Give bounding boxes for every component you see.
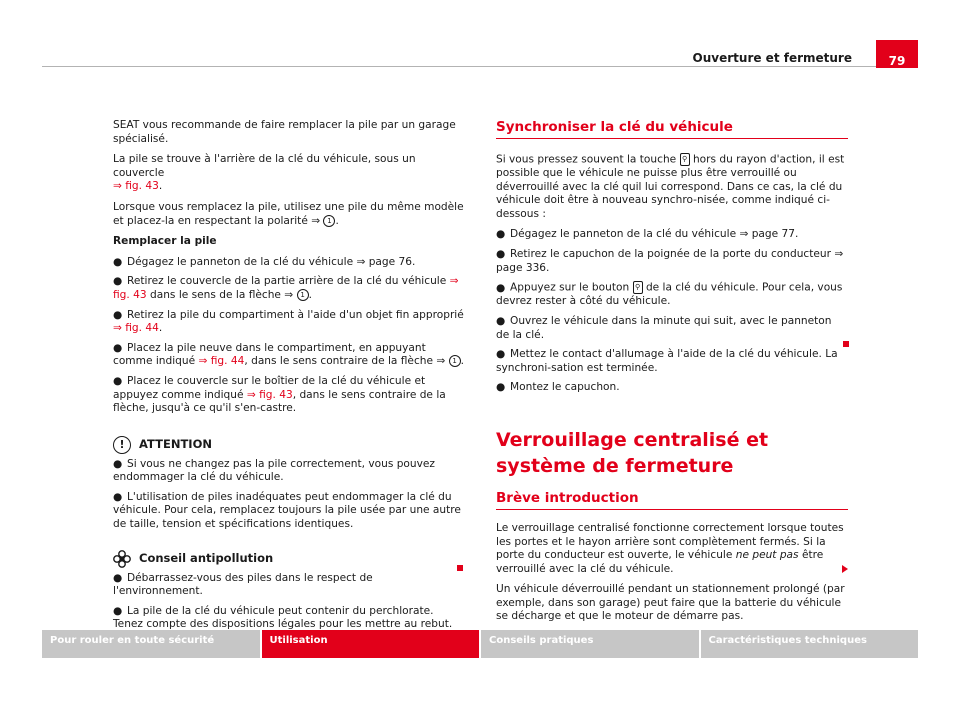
page-number: 79 [876, 40, 918, 68]
bullet-icon: ● [113, 490, 123, 503]
brief-paragraph-1: Le verrouillage centralisé fonctionne correctement lorsque toutes les portes et le hayon arrière sont complètement fermés. Si la porte du conducteur est ouverte, le véhicule ne peut pas être verrouillé avec la clé du véhicule. [496, 521, 844, 575]
brief-heading-rule [496, 509, 848, 510]
list-item: ● L'utilisation de piles inadéquates peut endommager la clé du véhicule. Pour cela, remplacez toujours la pile usée par une autre de taille, tension et spécifications identiques. [113, 490, 461, 531]
list-item: ● Mettez le contact d'allumage à l'aide de la clé du véhicule. La synchroni-sation est terminée. [496, 348, 838, 374]
bullet-icon: ● [113, 374, 123, 387]
bullet-icon: ● [496, 228, 506, 241]
list-item: ● Montez le capuchon. [496, 381, 620, 394]
sync-heading-rule [496, 138, 848, 139]
bullet-icon: ● [113, 308, 123, 321]
list-item: ● Dégagez le panneton de la clé du véhicule ⇒ page 76. [113, 255, 416, 268]
circle-1-icon: 1 [323, 215, 335, 227]
warning-icon: ! [113, 436, 131, 454]
list-item: ● Appuyez sur le bouton ⚲ de la clé du véhicule. Pour cela, vous devrez rester à côté du véhicule. [496, 281, 843, 308]
header-title: Ouverture et fermeture [692, 51, 852, 65]
brief-paragraph-2: Un véhicule déverrouillé pendant un stationnement prolongé (par exemple, dans son garage) peut faire que la batterie du véhicule se décharge et que le moteur de démarre pas. [496, 583, 845, 623]
list-item: ● Si vous ne changez pas la pile correctement, vous pouvez endommager la clé du véhicule. [113, 457, 435, 484]
bullet-icon: ● [113, 604, 123, 617]
fig-43-link[interactable]: ⇒ fig. 43 [113, 275, 459, 301]
unlock-button-icon: ⚲ [680, 153, 690, 166]
fig-43-link[interactable]: ⇒ fig. 43 [113, 180, 159, 193]
footer-nav [42, 630, 918, 658]
list-item: ● Placez le couvercle sur le boîtier de la clé du véhicule et appuyez comme indiqué ⇒ fig. 43, dans le sens contraire de la flèche, jusqu'à ce qu'il s'en-castre. [113, 374, 446, 415]
fig-44-link[interactable]: ⇒ fig. 44 [113, 322, 159, 335]
tab-practical-tips[interactable]: Conseils pratiques [481, 630, 699, 658]
bullet-icon: ● [496, 281, 506, 294]
bullet-icon: ● [496, 381, 506, 394]
circle-1-icon: 1 [297, 289, 309, 301]
list-item: ● Dégagez le panneton de la clé du véhicule ⇒ page 77. [496, 228, 799, 241]
list-item: ● Retirez le capuchon de la poignée de la porte du conducteur ⇒ page 336. [496, 248, 844, 274]
left-column [113, 119, 465, 638]
header-rule [42, 66, 876, 67]
sync-paragraph: Si vous pressez souvent la touche ⚲ hors du rayon d'action, il est possible que le véhicule ne puisse plus être verrouillé ou déverrouillé avec la clé quil lui correspond. Dans ce cas, la clé du véhicule doit être à nouveau synchro-nisée, comme indiqué ci-dessous : [496, 153, 845, 220]
list-item: ● La pile de la clé du véhicule peut contenir du perchlorate. Tenez compte des dispositions légales pour les mettre au rebut. [113, 604, 453, 631]
bullet-icon: ● [113, 255, 123, 268]
eco-heading: Conseil antipollution [113, 550, 465, 568]
section-end-mark [843, 341, 849, 347]
bullet-icon: ● [496, 248, 506, 261]
tab-technical-specs[interactable]: Caractéristiques techniques [701, 630, 919, 658]
bullet-icon: ● [113, 571, 123, 584]
location-paragraph: La pile se trouve à l'arrière de la clé du véhicule, sous un couvercle ⇒ fig. 43. [113, 153, 416, 193]
leaf-icon [113, 550, 131, 568]
attention-heading: ! ATTENTION [113, 436, 465, 454]
circle-1-icon: 1 [449, 355, 461, 367]
list-item: ● Ouvrez le véhicule dans la minute qui suit, avec le panneton de la clé. [496, 314, 832, 341]
unlock-button-icon: ⚲ [633, 281, 643, 294]
polarity-paragraph: Lorsque vous remplacez la pile, utilisez une pile du même modèle et placez-la en respectant la polarité ⇒ 1 . [113, 200, 464, 227]
tab-utilisation[interactable]: Utilisation [262, 630, 480, 658]
list-item: ● Retirez la pile du compartiment à l'aide d'un objet fin approprié ⇒ fig. 44. [113, 308, 464, 335]
list-item: ● Retirez le couvercle de la partie arrière de la clé du véhicule ⇒ fig. 43 dans le sens de la flèche ⇒ 1 . [113, 275, 459, 301]
right-column [496, 118, 848, 631]
list-item: ● Débarrassez-vous des piles dans le respect de l'environnement. [113, 571, 373, 598]
sync-heading: Synchroniser la clé du véhicule [496, 119, 733, 135]
list-item: ● Placez la pile neuve dans le compartiment, en appuyant comme indiqué ⇒ fig. 44, dans le sens contraire de la flèche ⇒ 1 . [113, 341, 465, 368]
intro-paragraph: SEAT vous recommande de faire remplacer la pile par un garage spécialisé. [113, 119, 456, 145]
continue-arrow-icon [842, 565, 848, 573]
central-locking-heading: Verrouillage centralisé et système de fermeture [496, 428, 769, 477]
brief-intro-heading: Brève introduction [496, 489, 639, 506]
bullet-icon: ● [113, 457, 123, 470]
fig-43-link[interactable]: ⇒ fig. 43 [246, 388, 293, 401]
fig-44-link[interactable]: ⇒ fig. 44 [198, 355, 245, 368]
bullet-icon: ● [496, 314, 506, 327]
bullet-icon: ● [113, 275, 123, 288]
bullet-icon: ● [496, 348, 506, 361]
replace-subheading: Remplacer la pile [113, 235, 217, 248]
section-end-mark [457, 565, 463, 571]
bullet-icon: ● [113, 341, 123, 354]
tab-safety[interactable]: Pour rouler en toute sécurité [42, 630, 260, 658]
